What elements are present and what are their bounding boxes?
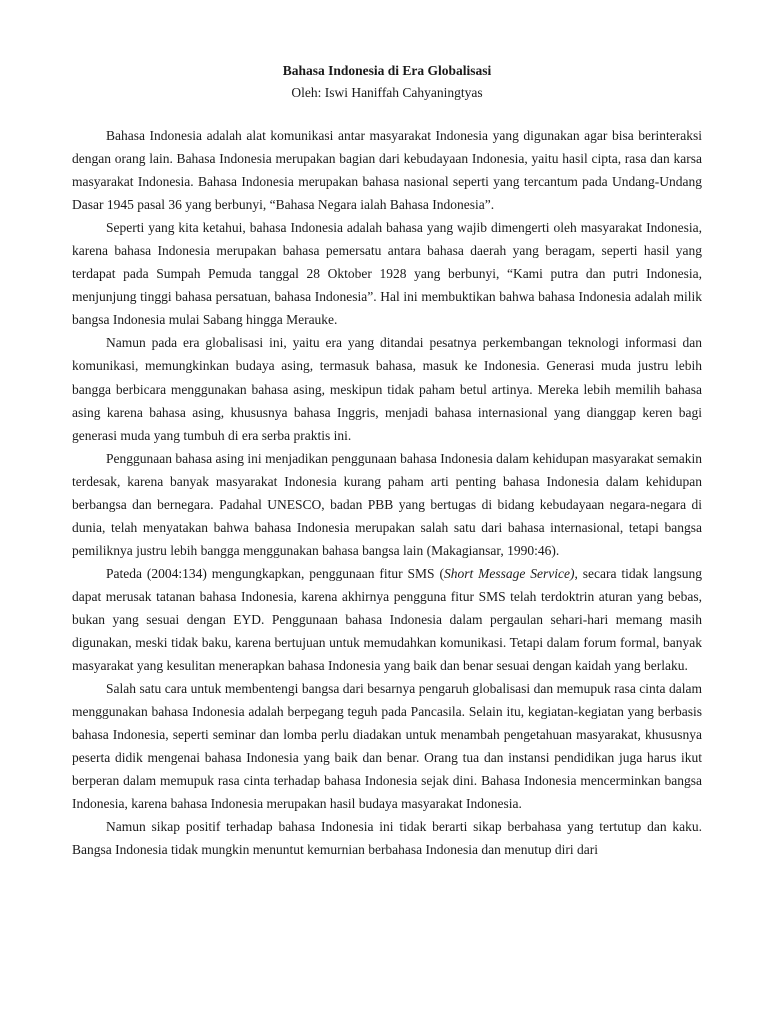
paragraph-5-after: , secara tidak langsung dapat merusak tatanan bahasa Indonesia, karena akhirnya pengguna fitur SMS telah terdoktrin aturan yang bebas, bukan yang sesuai dengan EYD. Penggunaan bahasa Indonesia dalam pergaulan sehari-hari memang masih digunakan, meski tidak baku, karena bertujuan untuk memudahkan komunikasi. Tetapi dalam forum formal, banyak masyarakat yang kesulitan menerapkan bahasa Indonesia yang baik dan benar sesuai dengan kaidah yang berlaku. bbox=[72, 565, 702, 674]
document-header bbox=[72, 62, 702, 102]
document-title: Bahasa Indonesia di Era Globalisasi bbox=[282, 63, 492, 78]
paragraph-1: Bahasa Indonesia adalah alat komunikasi antar masyarakat Indonesia yang digunakan agar bisa berinteraksi dengan orang lain. Bahasa Indonesia merupakan bagian dari kebudayaan Indonesia, yaitu hasil cipta, rasa dan karsa masyarakat Indonesia. Bahasa Indonesia merupakan bahasa nasional seperti yang tercantum pada Undang-Undang Dasar 1945 pasal 36 yang berbunyi, “Bahasa Negara ialah Bahasa Indonesia”. bbox=[72, 128, 702, 213]
paragraph-4: Penggunaan bahasa asing ini menjadikan penggunaan bahasa Indonesia dalam kehidupan masyarakat semakin terdesak, karena banyak masyarakat Indonesia kurang paham arti penting bahasa Indonesia dalam kehidupan berbangsa dan bernegara. Padahal UNESCO, badan PBB yang bertugas di bidang kebudayaan negara-negara di dunia, telah menyatakan bahwa bahasa Indonesia merupakan salah satu dari bahasa internasional, tetapi bangsa pemiliknya justru lebih bangga menggunakan bahasa bangsa lain (Makagiansar, 1990:46). bbox=[72, 450, 702, 558]
paragraph-6: Salah satu cara untuk membentengi bangsa dari besarnya pengaruh globalisasi dan memupuk rasa cinta dalam menggunakan bahasa Indonesia adalah berpegang teguh pada Pancasila. Selain itu, kegiatan-kegiatan yang berbasis bahasa Indonesia, seperti seminar dan lomba perlu diadakan untuk menambah pengetahuan masyarakat, khususnya peserta didik mengenai bahasa Indonesia yang baik dan benar. Orang tua dan instansi pendidikan juga harus ikut berperan dalam memupuk rasa cinta terhadap bahasa Indonesia sejak dini. Bahasa Indonesia mencerminkan bangsa Indonesia, karena bahasa Indonesia merupakan hasil budaya masyarakat Indonesia. bbox=[72, 681, 702, 812]
author-line: Oleh: Iswi Haniffah Cahyaningtyas bbox=[291, 85, 483, 100]
paragraph-3: Namun pada era globalisasi ini, yaitu era yang ditandai pesatnya perkembangan teknologi informasi dan komunikasi, memungkinkan budaya asing, termasuk bahasa, masuk ke Indonesia. Generasi muda justru lebih bangga berbicara menggunakan bahasa asing, meskipun tidak paham betul artinya. Mereka lebih memilih bahasa asing karena bahasa asing, khususnya bahasa Inggris, menjadi bahasa internasional yang dianggap keren bagi generasi muda yang tumbuh di era serba praktis ini. bbox=[72, 335, 702, 443]
paragraph-5-before: Pateda (2004:134) mengungkapkan, penggunaan fitur SMS ( bbox=[106, 565, 444, 581]
paragraph-5 bbox=[72, 562, 702, 677]
paragraph-2: Seperti yang kita ketahui, bahasa Indonesia adalah bahasa yang wajib dimengerti oleh masyarakat Indonesia, karena bahasa Indonesia merupakan bahasa pemersatu antara bahasa daerah yang beragam, seperti hasil yang terdapat pada Sumpah Pemuda tanggal 28 Oktober 1928 yang berbunyi, “Kami putra dan putri Indonesia, menjunjung tinggi bahasa persatuan, bahasa Indonesia”. Hal ini membuktikan bahwa bahasa Indonesia adalah milik bangsa Indonesia mulai Sabang hingga Merauke. bbox=[72, 220, 702, 328]
paragraph-7: Namun sikap positif terhadap bahasa Indonesia ini tidak berarti sikap berbahasa yang tertutup dan kaku. Bangsa Indonesia tidak mungkin menuntut kemurnian berbahasa Indonesia dan menutup diri dari bbox=[72, 819, 702, 858]
paragraph-5-italic: Short Message Service) bbox=[443, 565, 575, 581]
document-body bbox=[72, 124, 702, 862]
